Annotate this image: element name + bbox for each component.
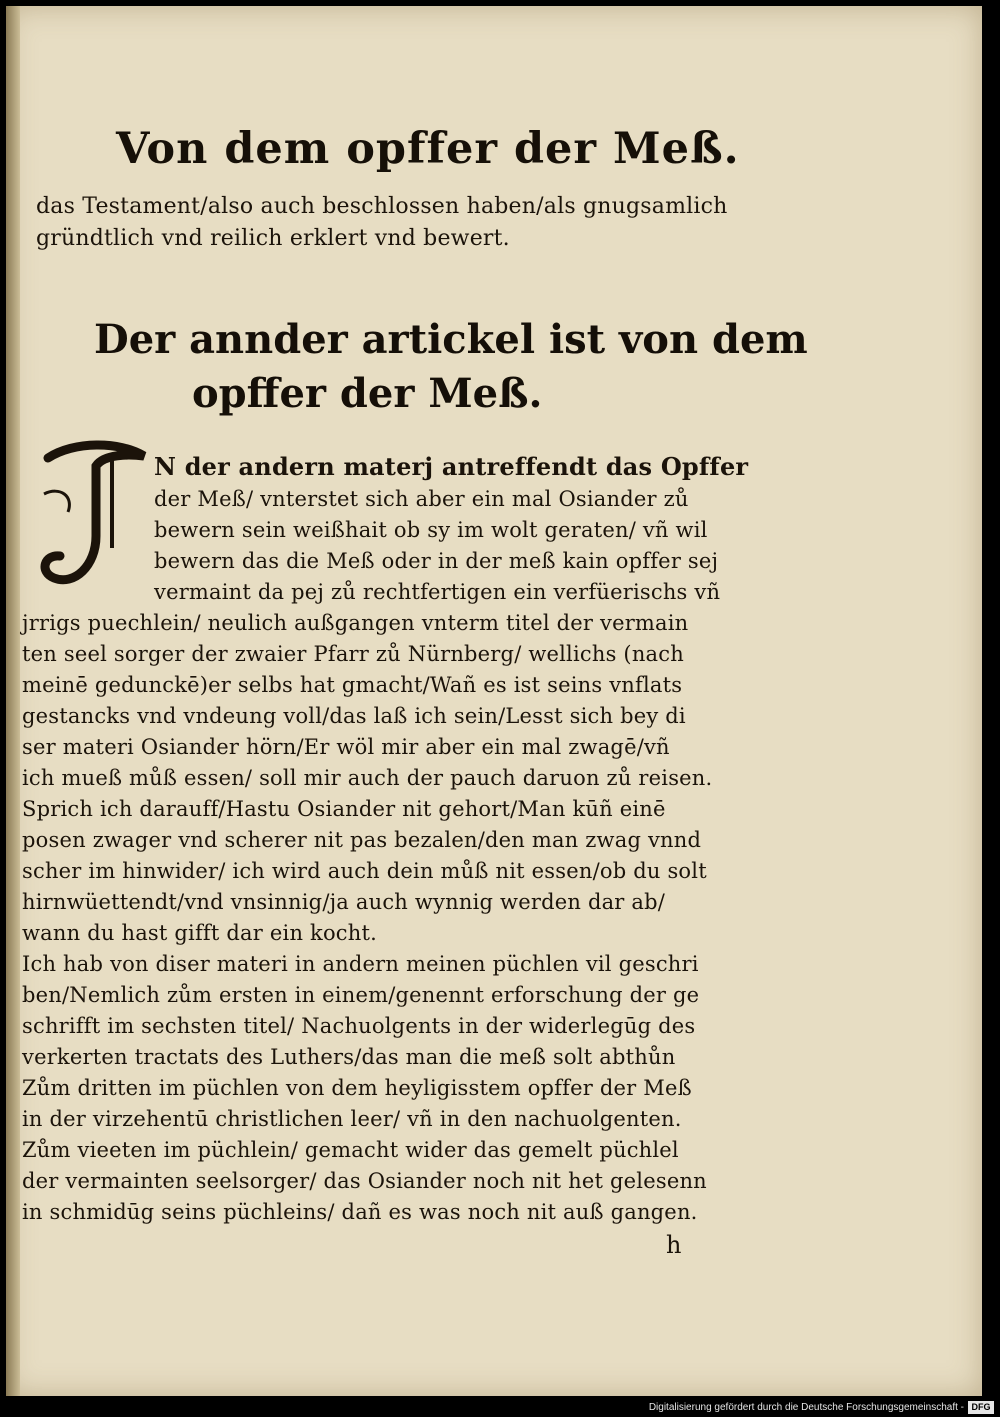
body-line: wann du hast gifft dar ein kocht. — [22, 921, 378, 945]
section-heading: Der annder artickel ist von dem — [94, 316, 808, 363]
initial-letter: J — [34, 421, 41, 440]
body-line: Sprich ich darauff/Hastu Osiander nit gehort/Man kūñ einē — [22, 797, 666, 821]
body-line: ten seel sorger der zwaier Pfarr zů Nürnberg/ wellichs (nach — [22, 642, 684, 666]
page-gutter — [6, 6, 20, 1396]
body-line: in der virzehentū christlichen leer/ vñ in den nachuolgenten. — [22, 1107, 682, 1131]
body-line: gestancks vnd vndeung voll/das laß ich sein/Lesst sich bey di — [22, 704, 686, 728]
body-line: in schmidūg seins püchleins/ dañ es was noch nit auß gangen. — [22, 1200, 698, 1224]
body-line: N der andern materj antreffendt das Opffer — [154, 452, 749, 481]
body-line: hirnwüettendt/vnd vnsinnig/ja auch wynnig werden dar ab/ — [22, 890, 666, 914]
body-line: Ich hab von diser materi in andern meinen püchlen vil geschri — [22, 952, 699, 976]
body-line: scher im hinwider/ ich wird auch dein můß nit essen/ob du solt — [22, 859, 707, 883]
body-line: der Meß/ vnterstet sich aber ein mal Osiander zů — [154, 487, 689, 511]
body-line: ser materi Osiander hörn/Er wöl mir aber ein mal zwagē/vñ — [22, 735, 670, 759]
body-line: vermaint da pej zů rechtfertigen ein verfüerischs vñ — [154, 580, 721, 604]
catchword: h — [666, 1231, 682, 1259]
intro-line: gründtlich vnd reilich erklert vnd bewert. — [36, 226, 510, 251]
body-line: posen zwager vnd scherer nit pas bezalen/den man zwag vnnd — [22, 828, 702, 852]
intro-line: das Testament/also auch beschlossen haben/als gnugsamlich — [36, 194, 728, 219]
running-head: Von dem opffer der Meß. — [116, 124, 740, 174]
dfg-logo: DFG — [968, 1401, 994, 1414]
body-line: ich mueß můß essen/ soll mir auch der pauch daruon zů reisen. — [22, 766, 713, 790]
body-line: der vermainten seelsorger/ das Osiander noch nit het gelesenn — [22, 1169, 707, 1193]
body-line: bewern das die Meß oder in der meß kain opffer sej — [154, 549, 719, 573]
body-line: jrrigs puechlein/ neulich außgangen vnterm titel der vermain — [22, 611, 689, 635]
footer-credit: Digitalisierung gefördert durch die Deutsche Forschungsgemeinschaft - — [648, 1402, 964, 1413]
body-line: Zům vieeten im püchlein/ gemacht wider das gemelt püchlel — [22, 1138, 679, 1162]
decorated-initial — [34, 421, 154, 596]
section-heading: opffer der Meß. — [192, 370, 543, 417]
book-page — [6, 6, 982, 1396]
body-line: bewern sein weißhait ob sy im wolt geraten/ vñ wil — [154, 518, 708, 542]
body-line: schrifft im sechsten titel/ Nachuolgents in der widerlegūg des — [22, 1014, 696, 1038]
body-line: Zům dritten im püchlen von dem heyligisstem opffer der Meß — [22, 1076, 692, 1100]
body-line: verkerten tractats des Luthers/das man die meß solt abthůn — [22, 1045, 676, 1069]
body-line: ben/Nemlich zům ersten in einem/genennt erforschung der ge — [22, 983, 700, 1007]
body-line: meinē gedunckē)er selbs hat gmacht/Wañ es ist seins vnflats — [22, 673, 683, 697]
